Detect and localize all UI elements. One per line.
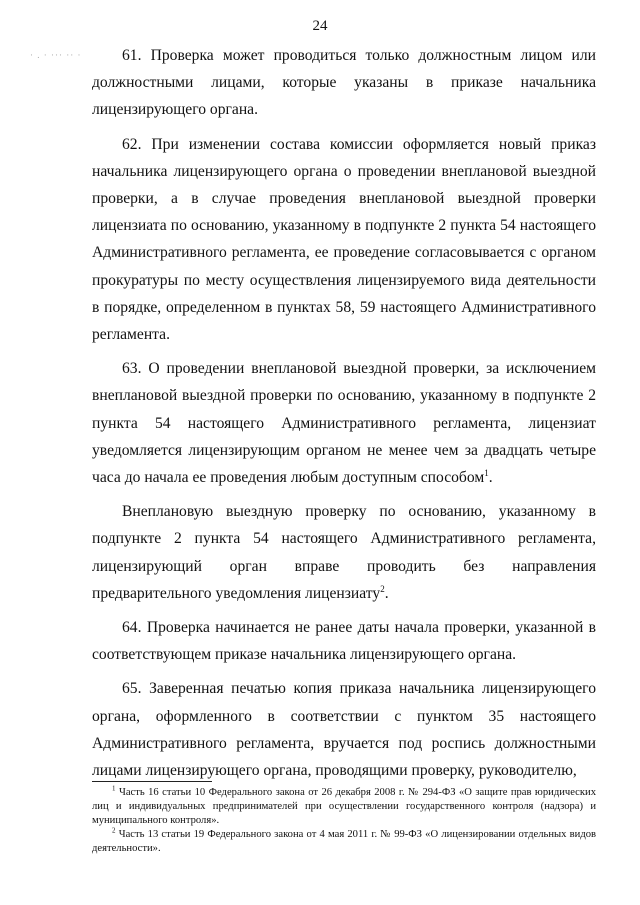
paragraph-text: 65. Заверенная печатью копия приказа начальника лицензирующего органа, оформленного в соответствии с пунктом 35 настоящего Административного регламента, вручается под роспись должностными лицами лицензирующего органа, проводящими проверку, руководителю,	[92, 680, 596, 780]
footnote-mark: 2	[112, 826, 116, 835]
paragraph-62	[92, 131, 596, 349]
paragraph-end: .	[384, 584, 389, 602]
paragraph-text: 63. О проведении внеплановой выездной проверки, за исключением внеплановой выездной проверки по основанию, указанному в подпункте 2 пункта 54 настоящего Административного регламента, лицензиат уведомляется лицензирующим органом не менее чем за двадцать четыре часа до начала ее проведения любым доступным способом	[92, 360, 596, 487]
footnote-1	[92, 786, 596, 828]
footnote-text: Часть 16 статьи 10 Федерального закона от 26 декабря 2008 г. № 294-ФЗ «О защите прав юридических лиц и индивидуальных предпринимателей при осуществлении государственного контроля (надзора) и муниципального контроля».	[92, 787, 596, 826]
paragraph-text: Внеплановую выездную проверку по основанию, указанному в подпункте 2 пункта 54 настоящего Административного регламента, лицензирующий орган вправе проводить без направления предварительного уведомления лицензиату	[92, 503, 596, 602]
footnote-text: Часть 13 статьи 19 Федерального закона от 4 мая 2011 г. № 99-ФЗ «О лицензировании отдельных видов деятельности».	[92, 829, 597, 854]
paragraph-65	[92, 675, 596, 784]
footnote-mark: 1	[112, 784, 116, 793]
paragraph-64	[92, 614, 596, 668]
scan-artifact: · . · ··· ·· ·	[30, 50, 82, 60]
paragraph-63	[92, 355, 596, 491]
footnote-2	[92, 828, 596, 856]
paragraph-text: 64. Проверка начинается не ранее даты начала проверки, указанной в соответствующем приказе начальника лицензирующего органа.	[92, 619, 596, 664]
document-body	[92, 42, 596, 791]
page-number: 24	[312, 18, 328, 34]
paragraph-text: 61. Проверка может проводиться только должностным лицом или должностными лицами, которые указаны в приказе начальника лицензирующего органа.	[92, 47, 596, 119]
paragraph-end: .	[488, 469, 493, 487]
paragraph-61	[92, 42, 596, 124]
paragraph-text: 62. При изменении состава комиссии оформляется новый приказ начальника лицензирующего органа о проведении внеплановой выездной проверки, а в случае проведения внеплановой выездной проверки лицензиата по основанию, указанному в подпункте 2 пункта 54 настоящего Административного регламента, ее проведение согласовывается с органом прокуратуры по месту осуществления лицензируемого вида деятельности в порядке, определенном в пунктах 58, 59 настоящего Административного регламента.	[92, 135, 596, 344]
footnotes	[92, 786, 596, 856]
footnote-ref-2[interactable]: 2	[380, 583, 385, 594]
footnote-divider	[92, 781, 212, 782]
footnote-ref-1[interactable]: 1	[484, 467, 489, 478]
paragraph-63-cont	[92, 498, 596, 607]
